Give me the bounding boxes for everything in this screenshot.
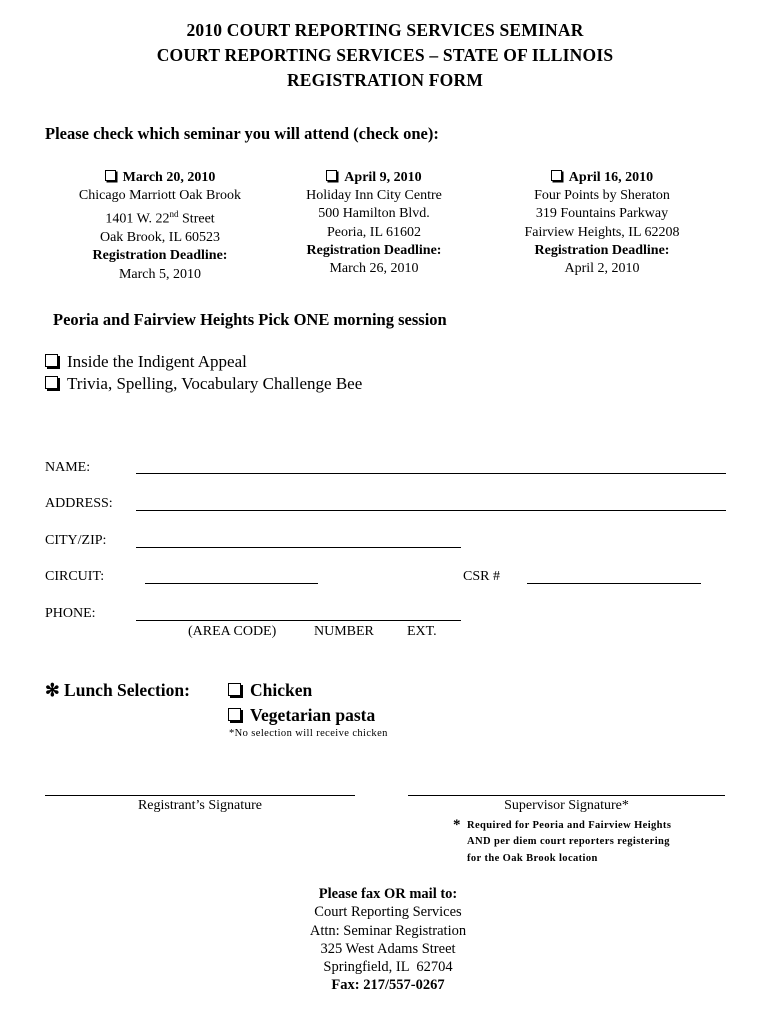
supervisor-signature-label: Supervisor Signature* bbox=[504, 798, 629, 813]
mail-attn: Attn: Seminar Registration bbox=[309, 922, 467, 939]
lunch-option-label: Vegetarian pasta bbox=[250, 705, 376, 725]
seminar-city: Fairview Heights, IL 62208 bbox=[524, 224, 680, 240]
checkbox-march-20[interactable] bbox=[105, 170, 116, 181]
city-zip-field-line[interactable] bbox=[136, 547, 461, 548]
form-title-line-1: 2010 COURT REPORTING SERVICES SEMINAR bbox=[186, 20, 584, 40]
seminar-date: March 20, 2010 bbox=[122, 170, 216, 185]
seminar-city: Oak Brook, IL 60523 bbox=[99, 230, 221, 246]
checkbox-april-9[interactable] bbox=[326, 170, 337, 181]
checkbox-vegetarian-pasta[interactable] bbox=[228, 708, 241, 721]
seminar-date: April 9, 2010 bbox=[344, 170, 422, 185]
mail-heading: Please fax OR mail to: bbox=[318, 886, 458, 902]
name-field-line[interactable] bbox=[136, 473, 726, 474]
mail-street: 325 West Adams Street bbox=[320, 940, 456, 957]
phone-field-line[interactable] bbox=[136, 620, 461, 621]
name-label: NAME: bbox=[45, 460, 91, 475]
mail-fax: Fax: 217/557-0267 bbox=[331, 977, 445, 994]
mail-org: Court Reporting Services bbox=[314, 904, 462, 921]
phone-area-code-caption: (AREA CODE) bbox=[188, 624, 277, 639]
form-title-line-3: REGISTRATION FORM bbox=[286, 70, 484, 90]
registrant-signature-label: Registrant’s Signature bbox=[137, 798, 263, 813]
mail-city: Springfield, IL 62704 bbox=[323, 959, 453, 976]
seminar-street: 500 Hamilton Blvd. bbox=[318, 206, 430, 222]
circuit-label: CIRCUIT: bbox=[45, 569, 105, 584]
seminar-deadline-label: Registration Deadline: bbox=[92, 248, 228, 264]
seminar-prompt: Please check which seminar you will attend (check one): bbox=[45, 124, 439, 143]
seminar-date: April 16, 2010 bbox=[568, 170, 654, 185]
seminar-venue: Four Points by Sheraton bbox=[534, 188, 670, 204]
lunch-option-chicken bbox=[228, 680, 312, 701]
seminar-option-march bbox=[60, 169, 260, 284]
registrant-signature-line[interactable] bbox=[45, 795, 355, 796]
session-option-challenge-bee bbox=[45, 374, 362, 394]
session-option-indigent-appeal bbox=[45, 352, 247, 372]
session-label: Trivia, Spelling, Vocabulary Challenge Bee bbox=[67, 374, 363, 393]
checkbox-challenge-bee[interactable] bbox=[45, 376, 58, 389]
address-field-line[interactable] bbox=[136, 510, 726, 511]
seminar-option-april-9 bbox=[274, 169, 474, 278]
seminar-street: 1401 W. 22nd Street bbox=[105, 209, 215, 228]
lunch-option-vegetarian bbox=[228, 705, 375, 726]
supervisor-note-asterisk: * bbox=[453, 817, 461, 833]
lunch-label-text: Lunch Selection: bbox=[64, 680, 190, 700]
checkbox-indigent-appeal[interactable] bbox=[45, 354, 58, 367]
seminar-city: Peoria, IL 61602 bbox=[327, 224, 421, 240]
seminar-option-april-16 bbox=[502, 169, 702, 278]
seminar-venue: Holiday Inn City Centre bbox=[306, 188, 442, 204]
supervisor-note-line-2: AND per diem court reporters registering bbox=[467, 836, 670, 847]
seminar-venue: Chicago Marriott Oak Brook bbox=[78, 188, 242, 204]
phone-ext-caption: EXT. bbox=[407, 624, 437, 639]
csr-label: CSR # bbox=[463, 569, 500, 584]
seminar-deadline-label: Registration Deadline: bbox=[306, 242, 442, 258]
supervisor-note-line-1: Required for Peoria and Fairview Heights bbox=[467, 820, 672, 831]
seminar-street: 319 Fountains Parkway bbox=[535, 206, 669, 222]
seminar-deadline-label: Registration Deadline: bbox=[534, 242, 670, 258]
mailing-info bbox=[0, 885, 770, 995]
seminar-deadline: April 2, 2010 bbox=[564, 261, 640, 277]
asterisk-flower-icon: ✻ bbox=[45, 680, 60, 700]
seminar-deadline: March 26, 2010 bbox=[329, 261, 419, 277]
circuit-field-line[interactable] bbox=[145, 583, 318, 584]
lunch-option-label: Chicken bbox=[250, 680, 313, 700]
city-zip-label: CITY/ZIP: bbox=[45, 533, 107, 548]
phone-label: PHONE: bbox=[45, 606, 96, 621]
lunch-selection-label bbox=[45, 680, 190, 701]
phone-number-caption: NUMBER bbox=[314, 624, 374, 639]
session-prompt: Peoria and Fairview Heights Pick ONE morning session bbox=[53, 310, 447, 329]
lunch-note: *No selection will receive chicken bbox=[229, 728, 388, 739]
form-title-line-2: COURT REPORTING SERVICES – STATE OF ILLINOIS bbox=[156, 45, 614, 65]
checkbox-chicken[interactable] bbox=[228, 683, 241, 696]
seminar-deadline: March 5, 2010 bbox=[118, 266, 202, 282]
session-label: Inside the Indigent Appeal bbox=[67, 352, 247, 371]
supervisor-note-line-3: for the Oak Brook location bbox=[467, 853, 598, 864]
csr-field-line[interactable] bbox=[527, 583, 701, 584]
supervisor-signature-line[interactable] bbox=[408, 795, 725, 796]
checkbox-april-16[interactable] bbox=[551, 170, 562, 181]
address-label: ADDRESS: bbox=[45, 496, 113, 511]
